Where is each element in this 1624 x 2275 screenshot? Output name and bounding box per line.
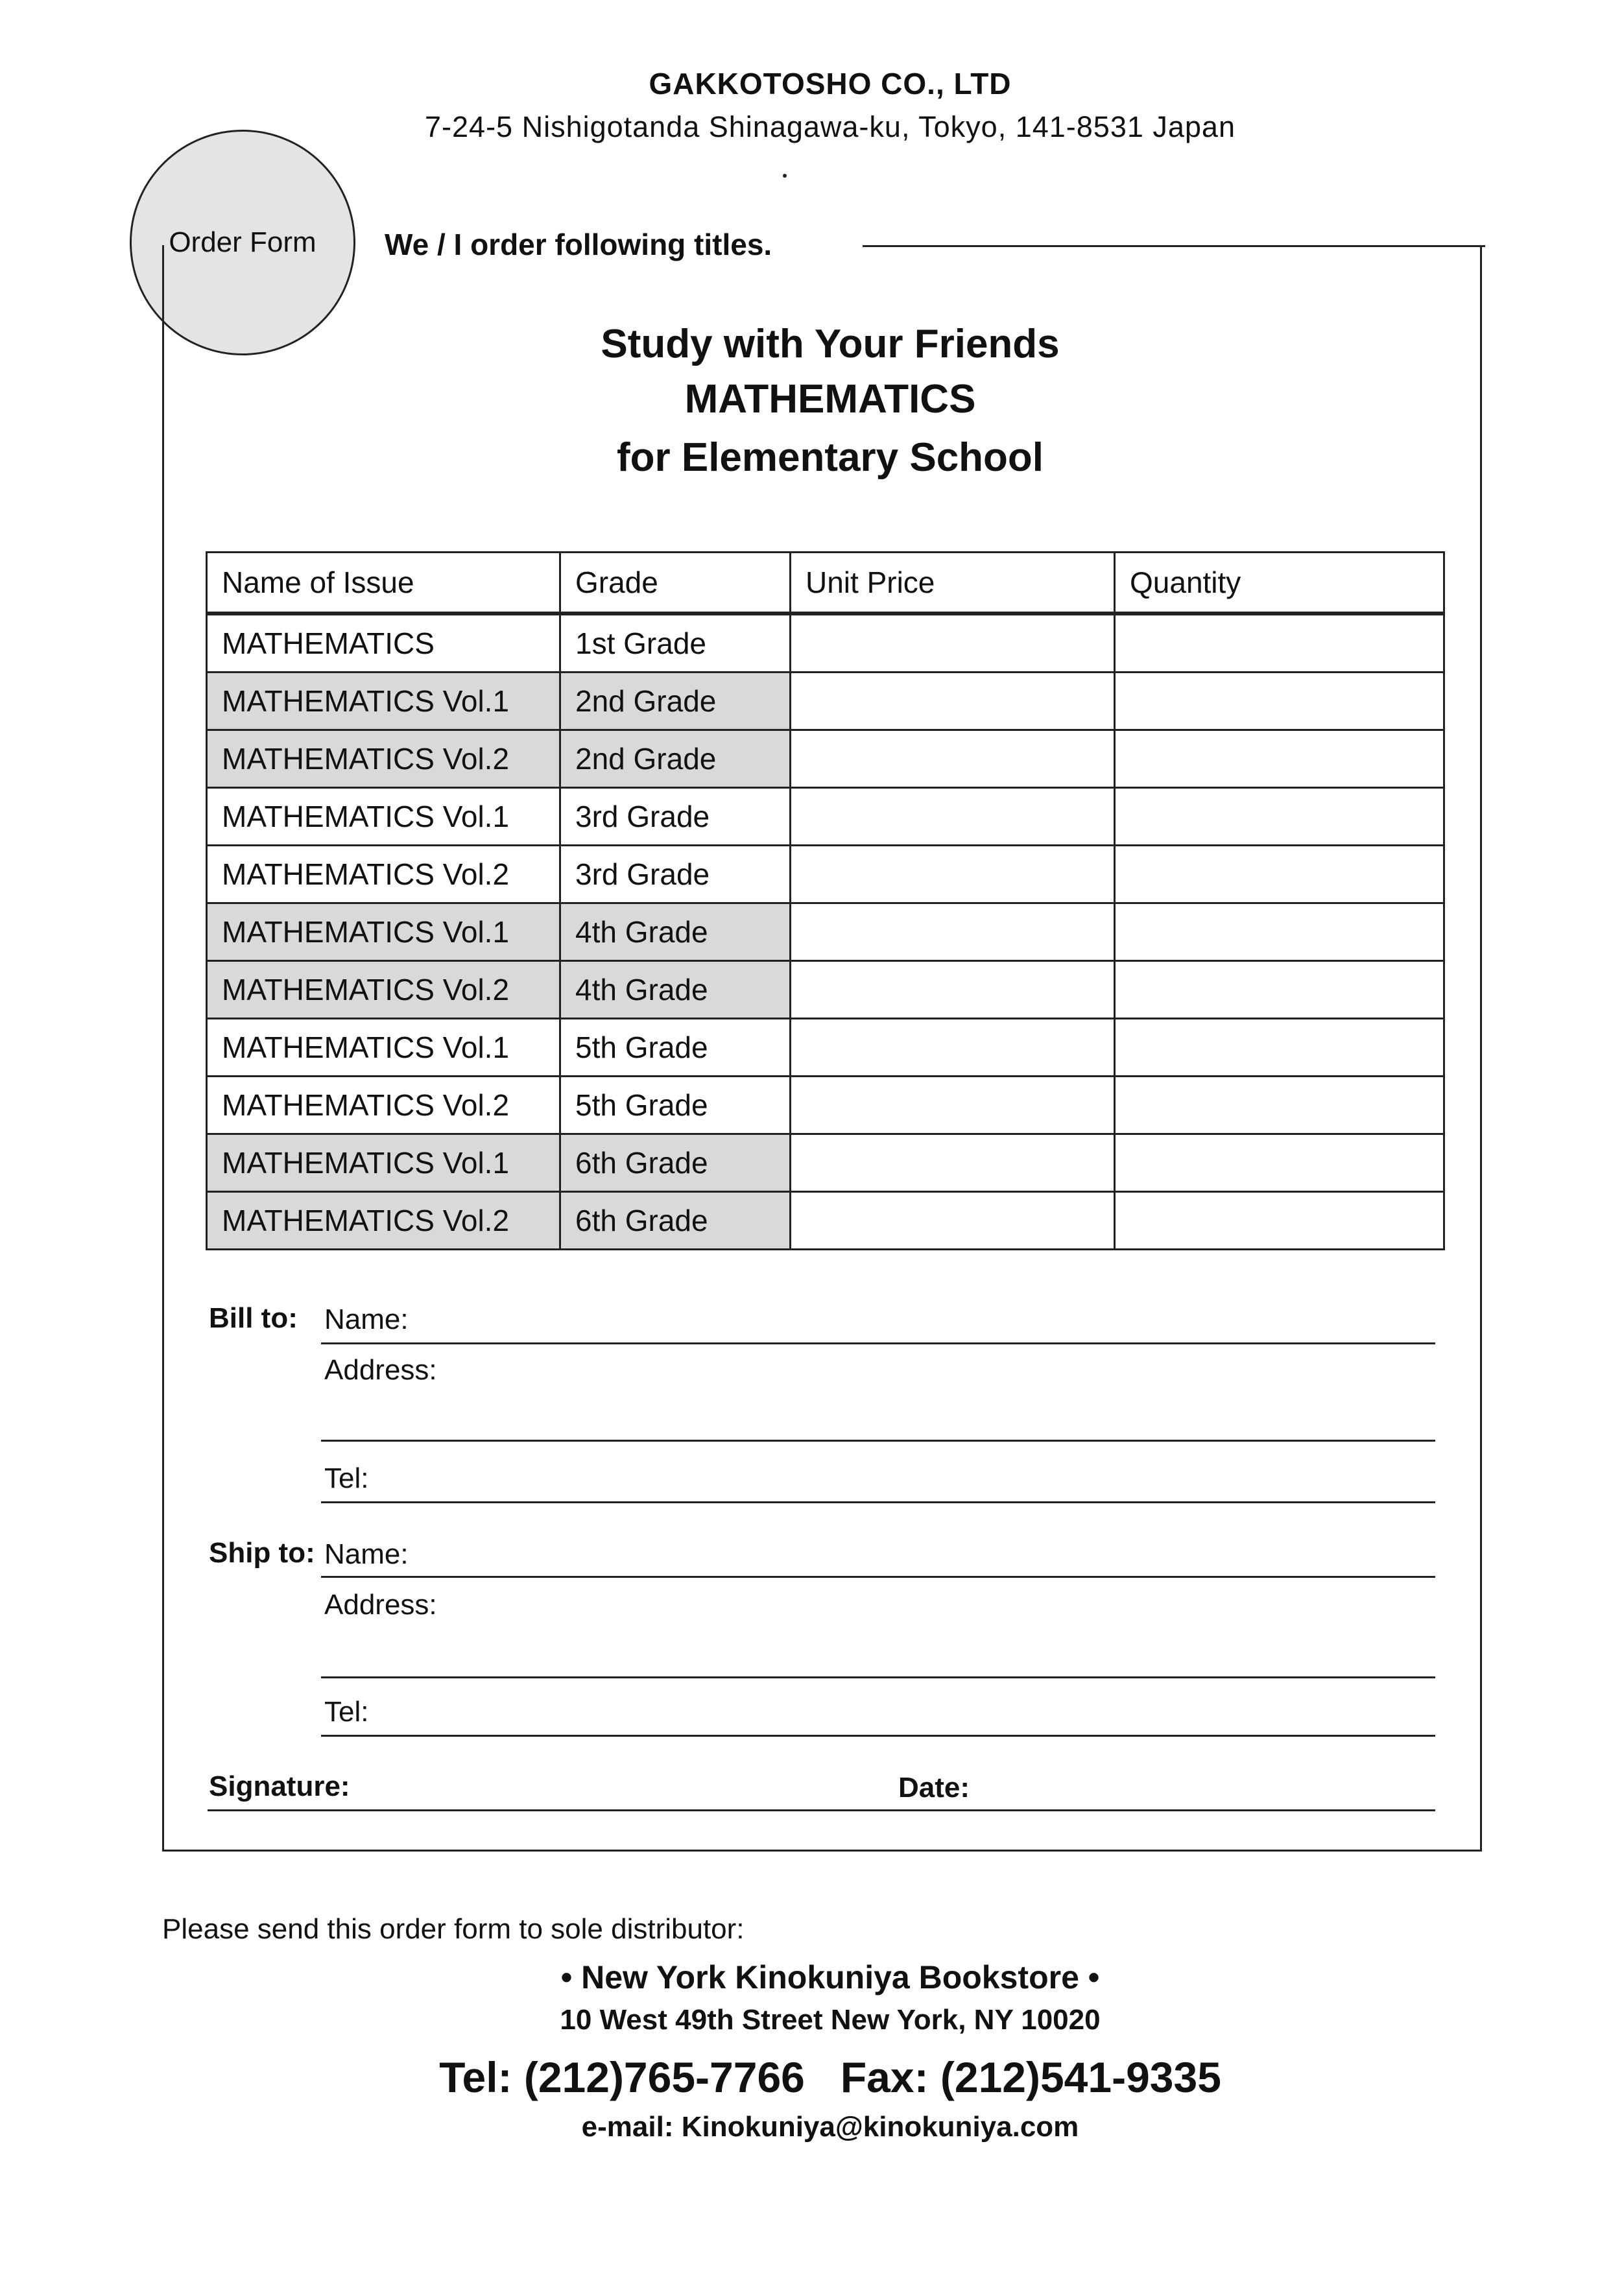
issue-name-cell: MATHEMATICS Vol.1	[207, 903, 560, 961]
issue-name-cell: MATHEMATICS Vol.2	[207, 1192, 560, 1250]
order-form-badge-label: Order Form	[169, 226, 316, 258]
ship-to-label: Ship to:	[209, 1537, 315, 1569]
header-name-of-issue: Name of Issue	[207, 553, 560, 614]
bill-to-name-label: Name:	[324, 1304, 409, 1335]
issue-name-cell: MATHEMATICS Vol.1	[207, 1134, 560, 1192]
bookstore-address: 10 West 49th Street New York, NY 10020	[560, 2004, 1101, 2036]
quantity-cell[interactable]	[1115, 846, 1444, 903]
unit-price-cell[interactable]	[791, 1134, 1115, 1192]
unit-price-cell[interactable]	[791, 961, 1115, 1019]
phone-fax: Tel: (212)765-7766 Fax: (212)541-9335	[439, 2053, 1221, 2101]
bill-to-address-field[interactable]	[321, 1440, 1435, 1442]
table-row	[207, 846, 1444, 903]
title-line-1: Study with Your Friends	[601, 322, 1060, 366]
grade-cell: 2nd Grade	[560, 730, 791, 788]
ship-to-address-field[interactable]	[321, 1676, 1435, 1678]
unit-price-cell[interactable]	[791, 846, 1115, 903]
table-row	[207, 961, 1444, 1019]
issue-name-cell: MATHEMATICS Vol.2	[207, 730, 560, 788]
unit-price-cell[interactable]	[791, 673, 1115, 730]
unit-price-cell[interactable]	[791, 1077, 1115, 1134]
quantity-cell[interactable]	[1115, 1077, 1444, 1134]
header-quantity: Quantity	[1115, 553, 1444, 614]
unit-price-cell[interactable]	[791, 1019, 1115, 1077]
table-row	[207, 613, 1444, 673]
unit-price-cell[interactable]	[791, 903, 1115, 961]
issue-name-cell: MATHEMATICS Vol.1	[207, 1019, 560, 1077]
quantity-cell[interactable]	[1115, 788, 1444, 846]
quantity-cell[interactable]	[1115, 903, 1444, 961]
quantity-cell[interactable]	[1115, 1019, 1444, 1077]
issues-table	[206, 551, 1445, 1250]
table-row	[207, 903, 1444, 961]
unit-price-cell[interactable]	[791, 730, 1115, 788]
header-unit-price: Unit Price	[791, 553, 1115, 614]
issue-name-cell: MATHEMATICS Vol.2	[207, 961, 560, 1019]
company-address: 7-24-5 Nishigotanda Shinagawa-ku, Tokyo, 141-8531 Japan	[425, 110, 1236, 143]
grade-cell: 4th Grade	[560, 903, 791, 961]
unit-price-cell[interactable]	[791, 788, 1115, 846]
quantity-cell[interactable]	[1115, 730, 1444, 788]
table-row	[207, 1019, 1444, 1077]
quantity-cell[interactable]	[1115, 673, 1444, 730]
signature-label: Signature:	[209, 1770, 350, 1802]
grade-cell: 3rd Grade	[560, 846, 791, 903]
distributor-note: Please send this order form to sole distributor:	[162, 1913, 745, 1945]
bill-to-label: Bill to:	[209, 1302, 298, 1334]
ship-to-address-label: Address:	[324, 1589, 437, 1621]
speck-dot	[783, 174, 787, 178]
table-row	[207, 1134, 1444, 1192]
grade-cell: 2nd Grade	[560, 673, 791, 730]
grade-cell: 6th Grade	[560, 1192, 791, 1250]
bill-to-name-field[interactable]	[321, 1342, 1435, 1344]
issue-name-cell: MATHEMATICS Vol.2	[207, 846, 560, 903]
table-row	[207, 788, 1444, 846]
bill-to-address-label: Address:	[324, 1354, 437, 1386]
date-label: Date:	[898, 1772, 970, 1804]
issue-name-cell: MATHEMATICS Vol.1	[207, 788, 560, 846]
company-name: GAKKOTOSHO CO., LTD	[649, 67, 1012, 101]
table-row	[207, 730, 1444, 788]
header-grade: Grade	[560, 553, 791, 614]
grade-cell: 5th Grade	[560, 1019, 791, 1077]
order-line: We / I order following titles.	[385, 228, 772, 261]
bill-to-tel-label: Tel:	[324, 1462, 369, 1494]
email: e-mail: Kinokuniya@kinokuniya.com	[581, 2111, 1079, 2143]
bill-to-tel-field[interactable]	[321, 1501, 1435, 1503]
quantity-cell[interactable]	[1115, 613, 1444, 673]
bookstore-name: • New York Kinokuniya Bookstore •	[560, 1959, 1100, 1995]
grade-cell: 5th Grade	[560, 1077, 791, 1134]
signature-date-field[interactable]	[208, 1809, 1435, 1811]
grade-cell: 6th Grade	[560, 1134, 791, 1192]
table-row	[207, 673, 1444, 730]
title-line-3: for Elementary School	[616, 435, 1044, 480]
table-header-row	[207, 553, 1444, 614]
quantity-cell[interactable]	[1115, 961, 1444, 1019]
issue-name-cell: MATHEMATICS Vol.2	[207, 1077, 560, 1134]
unit-price-cell[interactable]	[791, 613, 1115, 673]
grade-cell: 4th Grade	[560, 961, 791, 1019]
ship-to-tel-field[interactable]	[321, 1735, 1435, 1737]
grade-cell: 3rd Grade	[560, 788, 791, 846]
unit-price-cell[interactable]	[791, 1192, 1115, 1250]
ship-to-tel-label: Tel:	[324, 1696, 369, 1728]
table-row	[207, 1077, 1444, 1134]
table-row	[207, 1192, 1444, 1250]
title-line-2: MATHEMATICS	[684, 377, 976, 422]
quantity-cell[interactable]	[1115, 1192, 1444, 1250]
ship-to-name-label: Name:	[324, 1538, 409, 1570]
grade-cell: 1st Grade	[560, 613, 791, 673]
ship-to-name-field[interactable]	[321, 1576, 1435, 1578]
quantity-cell[interactable]	[1115, 1134, 1444, 1192]
issue-name-cell: MATHEMATICS Vol.1	[207, 673, 560, 730]
issue-name-cell: MATHEMATICS	[207, 613, 560, 673]
